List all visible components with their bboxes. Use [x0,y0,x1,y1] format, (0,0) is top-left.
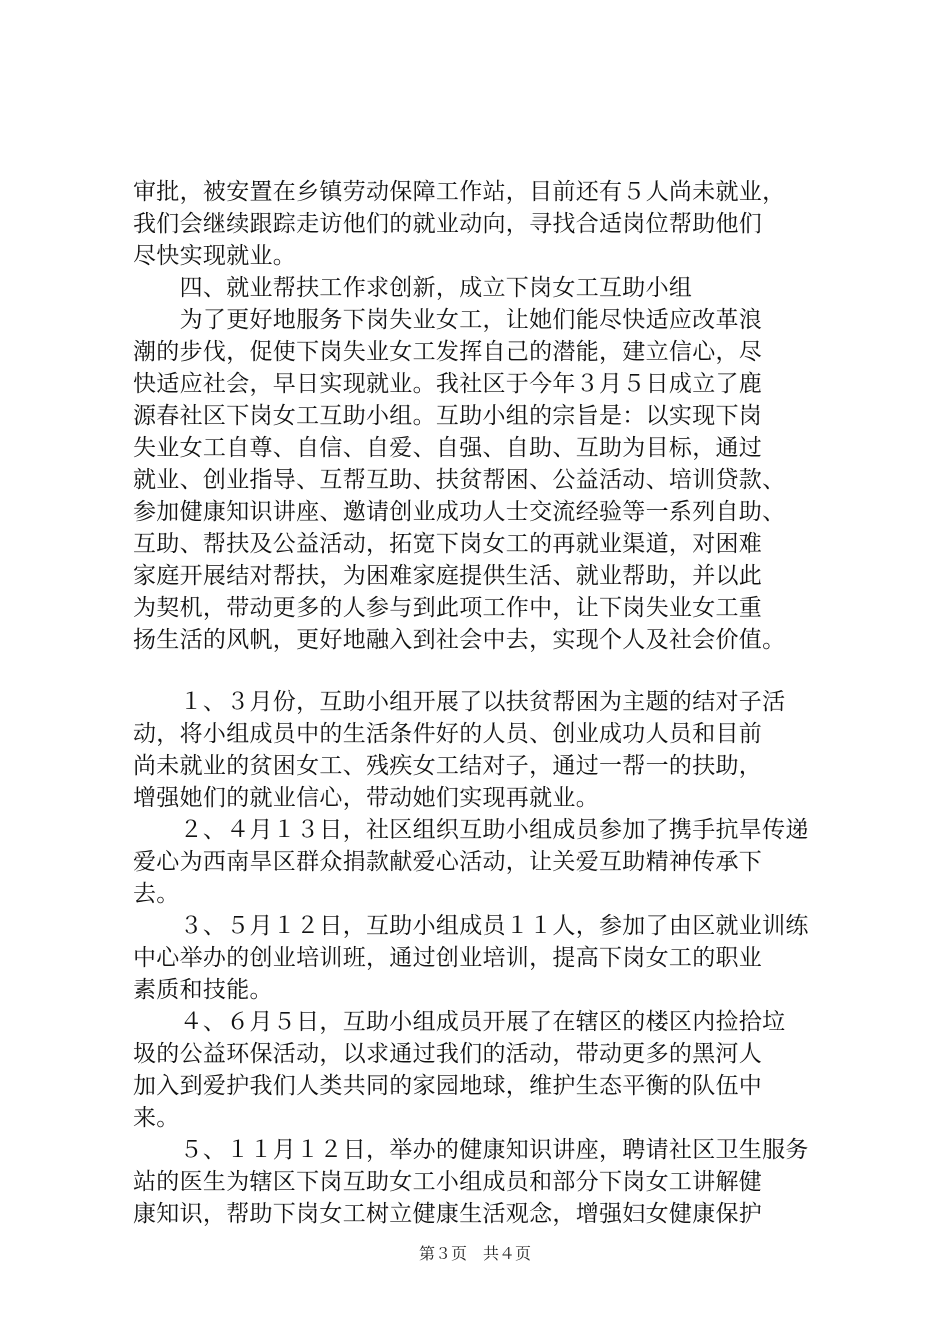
text-line: 扬生活的风帆，更好地融入到社会中去，实现个人及社会价值。 [133,627,786,653]
text-line: 康知识，帮助下岗女工树立健康生活观念，增强妇女健康保护 [133,1201,763,1227]
text-line: ３、５月１２日，互助小组成员１１人，参加了由区就业训练 [133,913,809,939]
text-line: 为了更好地服务下岗失业女工，让她们能尽快适应改革浪 [133,307,763,333]
text-line: 增强她们的就业信心，带动她们实现再就业。 [133,785,599,811]
text-line: 家庭开展结对帮扶，为困难家庭提供生活、就业帮助，并以此 [133,563,763,589]
paragraph-gap [133,656,853,686]
text-line: 动，将小组成员中的生活条件好的人员、创业成功人员和目前 [133,721,763,747]
document-body [133,176,853,1230]
text-line: 审批，被安置在乡镇劳动保障工作站，目前还有５人尚未就业， [133,179,786,205]
text-line: 潮的步伐，促使下岗失业女工发挥自己的潜能，建立信心，尽 [133,339,763,365]
text-line: 素质和技能。 [133,977,273,1003]
text-line: 圾的公益环保活动，以求通过我们的活动，带动更多的黑河人 [133,1041,763,1067]
text-line: １、３月份，互助小组开展了以扶贫帮困为主题的结对子活 [133,689,786,715]
text-line: 爱心为西南旱区群众捐款献爱心活动，让关爱互助精神传承下 [133,849,763,875]
text-line: 去。 [133,881,180,907]
text-line: 加入到爱护我们人类共同的家园地球，维护生态平衡的队伍中 [133,1073,763,1099]
text-line: 为契机，带动更多的人参与到此项工作中，让下岗失业女工重 [133,595,763,621]
text-line: 尚未就业的贫困女工、残疾女工结对子，通过一帮一的扶助， [133,753,763,779]
text-line: 就业、创业指导、互帮互助、扶贫帮困、公益活动、培训贷款、 [133,467,786,493]
text-line: 源春社区下岗女工互助小组。互助小组的宗旨是：以实现下岗 [133,403,763,429]
page-number-footer: 第３页 共４页 [418,1244,531,1263]
text-line: ２、４月１３日，社区组织互助小组成员参加了携手抗旱传递 [133,817,809,843]
text-line: 尽快实现就业。 [133,243,297,269]
text-line: 我们会继续跟踪走访他们的就业动向，寻找合适岗位帮助他们 [133,211,763,237]
section-heading: 四、就业帮扶工作求创新，成立下岗女工互助小组 [133,275,693,301]
text-line: 来。 [133,1105,180,1131]
text-line: ４、６月５日，互助小组成员开展了在辖区的楼区内捡拾垃 [133,1009,786,1035]
text-line: 互助、帮扶及公益活动，拓宽下岗女工的再就业渠道，对困难 [133,531,763,557]
text-line: 参加健康知识讲座、邀请创业成功人士交流经验等一系列自助、 [133,499,786,525]
text-line: 失业女工自尊、自信、自爱、自强、自助、互助为目标，通过 [133,435,763,461]
text-line: 站的医生为辖区下岗互助女工小组成员和部分下岗女工讲解健 [133,1169,763,1195]
text-line: 快适应社会，早日实现就业。我社区于今年３月５日成立了鹿 [133,371,763,397]
text-line: ５、１１月１２日，举办的健康知识讲座，聘请社区卫生服务 [133,1137,809,1163]
text-line: 中心举办的创业培训班，通过创业培训，提高下岗女工的职业 [133,945,763,971]
